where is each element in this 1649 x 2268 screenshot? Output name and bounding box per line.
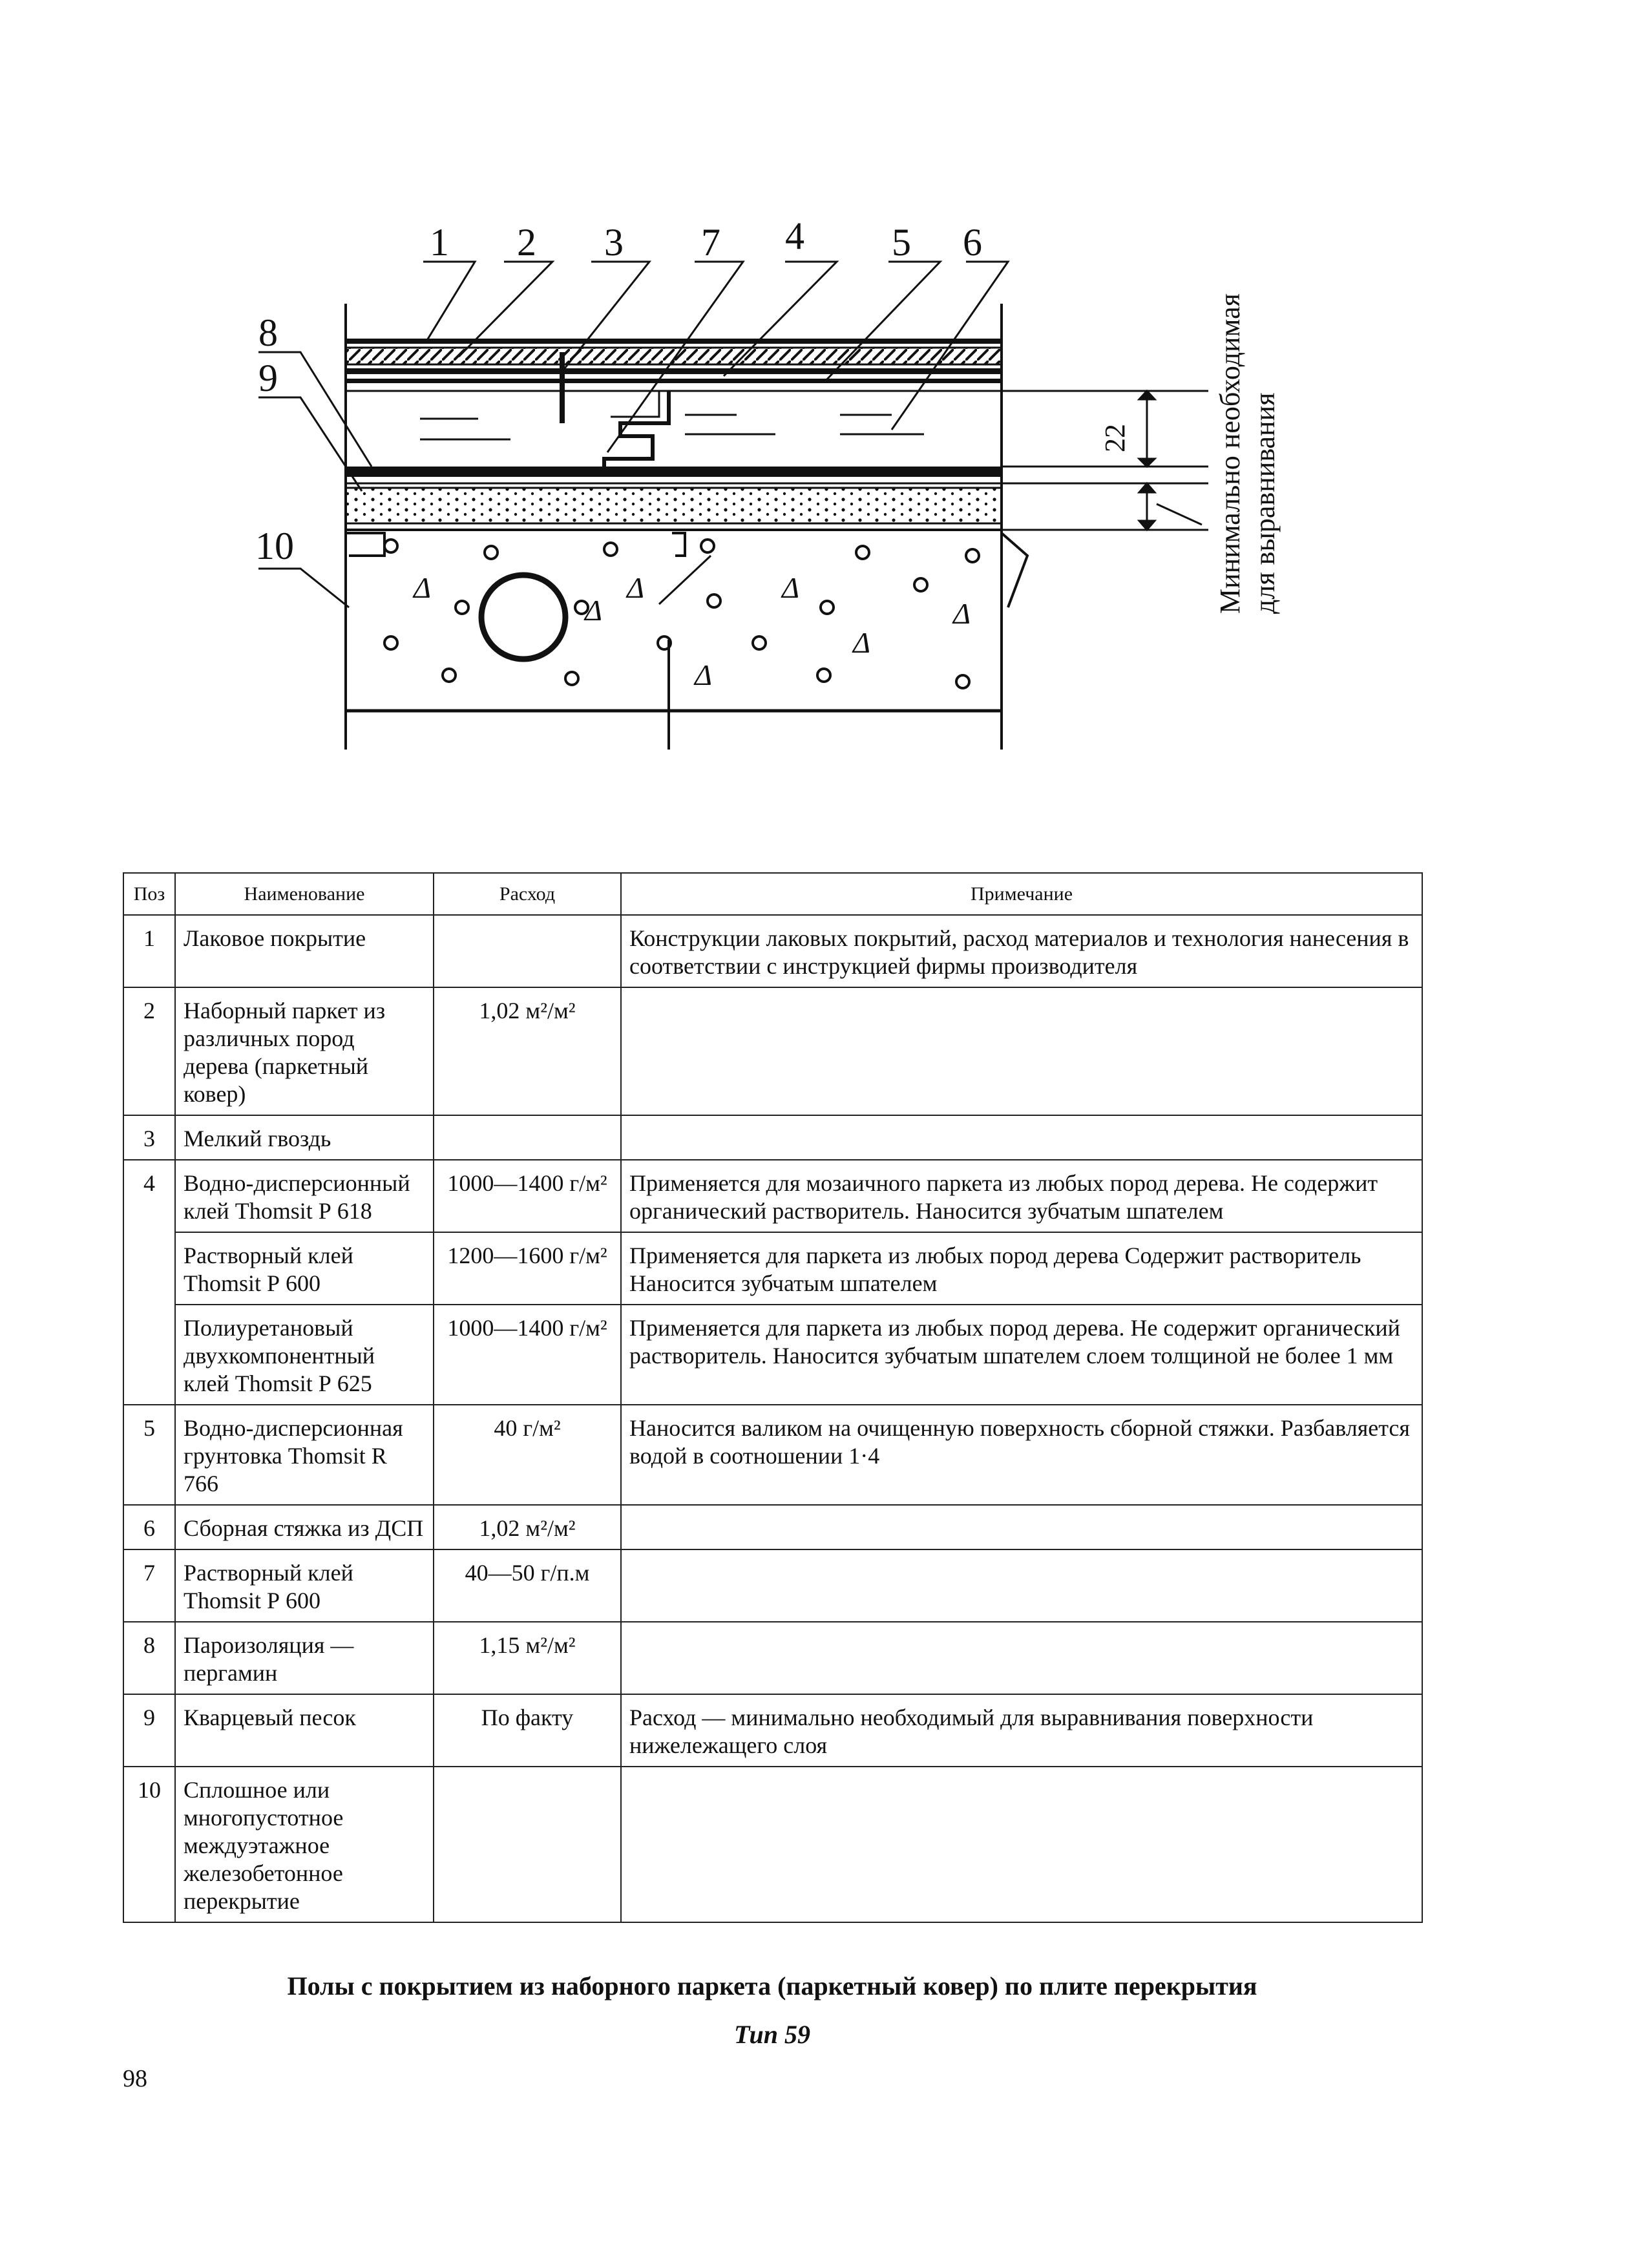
row-pos: 6 <box>123 1505 175 1549</box>
row-note <box>621 1505 1422 1549</box>
svg-text:Δ: Δ <box>585 594 602 627</box>
side-label-line1: Минимально необходимая <box>1214 293 1246 614</box>
callout-8: 8 <box>258 311 278 354</box>
row-rate: 1,02 м²/м² <box>434 987 621 1115</box>
callout-9: 9 <box>258 357 278 399</box>
table-row <box>123 1405 1422 1505</box>
table-row <box>123 1160 1422 1232</box>
row-rate: 40 г/м² <box>434 1405 621 1505</box>
callout-1: 1 <box>430 221 449 264</box>
row-name: Наборный паркет из различных пород дерева (паркетный ковер) <box>175 987 434 1115</box>
callout-5: 5 <box>892 221 911 264</box>
callout-7: 7 <box>701 221 720 264</box>
row-pos: 4 <box>123 1160 175 1232</box>
svg-text:Δ: Δ <box>414 571 431 604</box>
page-caption-title: Полы с покрытием из наборного паркета (паркетный ковер) по плите перекрытия <box>287 1971 1257 2000</box>
row-name: Кварцевый песок <box>175 1694 434 1767</box>
callout-6: 6 <box>963 221 982 264</box>
row-note <box>621 1549 1422 1622</box>
callout-10: 10 <box>255 525 294 567</box>
row-pos: 10 <box>123 1767 175 1922</box>
row-note <box>621 1115 1422 1160</box>
table-row <box>123 1305 1422 1405</box>
row-rate: 1000—1400 г/м² <box>434 1305 621 1405</box>
sand-layer <box>346 488 1002 530</box>
vapor-barrier-layer <box>346 467 1002 483</box>
table-row <box>123 1694 1422 1767</box>
row-pos: 5 <box>123 1405 175 1505</box>
row-pos: 2 <box>123 987 175 1115</box>
row-name: Растворный клей Thomsit Р 600 <box>175 1232 434 1305</box>
specification-table <box>123 872 1423 1923</box>
row-name: Лаковое покрытие <box>175 915 434 987</box>
header-name: Наименование <box>175 873 434 915</box>
svg-text:Δ: Δ <box>695 658 712 691</box>
varnish-layer <box>346 339 1002 344</box>
row-rate: По факту <box>434 1694 621 1767</box>
header-note: Примечание <box>621 873 1422 915</box>
svg-text:Δ: Δ <box>627 571 644 604</box>
table-row <box>123 1622 1422 1694</box>
dimension-value: 22 <box>1099 424 1131 452</box>
row-pos: 7 <box>123 1549 175 1622</box>
row-note: Применяется для паркета из любых пород дерева Содержит растворитель Наносится зубчатым шпателем <box>621 1232 1422 1305</box>
table-row <box>123 987 1422 1115</box>
row-name: Растворный клей Thomsit Р 600 <box>175 1549 434 1622</box>
row-note <box>621 1767 1422 1922</box>
row-pos: 3 <box>123 1115 175 1160</box>
svg-text:Δ: Δ <box>782 571 799 604</box>
table-row <box>123 1505 1422 1549</box>
svg-text:Δ: Δ <box>853 626 870 659</box>
row-note: Конструкции лаковых покрытий, расход материалов и технология нанесения в соответствии с инструкцией фирмы производителя <box>621 915 1422 987</box>
side-label-line2: для выравнивания <box>1249 392 1281 614</box>
row-note: Наносится валиком на очищенную поверхность сборной стяжки. Разбавляется водой в соотношении 1·4 <box>621 1405 1422 1505</box>
callout-4: 4 <box>785 215 804 257</box>
callout-2: 2 <box>517 221 536 264</box>
row-name: Мелкий гвоздь <box>175 1115 434 1160</box>
row-note: Применяется для паркета из любых пород дерева. Не содержит органический растворитель. Наносится зубчатым шпателем слоем толщиной не более 1 мм <box>621 1305 1422 1405</box>
table-header-row <box>123 873 1422 915</box>
row-name: Сборная стяжка из ДСП <box>175 1505 434 1549</box>
table-row <box>123 1115 1422 1160</box>
page-caption-type: Тип 59 <box>734 2020 810 2049</box>
callout-3: 3 <box>604 221 624 264</box>
row-name: Водно-дисперсионная грунтовка Thomsit R 766 <box>175 1405 434 1505</box>
parquet-layer <box>346 348 1002 364</box>
row-name: Водно-дисперсионный клей Thomsit Р 618 <box>175 1160 434 1232</box>
row-note <box>621 1622 1422 1694</box>
row-rate <box>434 1115 621 1160</box>
header-pos: Поз <box>123 873 175 915</box>
row-note <box>621 987 1422 1115</box>
adhesive-layer <box>346 368 1002 383</box>
row-rate: 1,02 м²/м² <box>434 1505 621 1549</box>
row-rate: 40—50 г/п.м <box>434 1549 621 1622</box>
svg-text:Δ: Δ <box>953 597 971 630</box>
floor-section-diagram <box>0 0 1649 808</box>
table-row <box>123 1232 1422 1305</box>
table-row <box>123 1549 1422 1622</box>
row-rate <box>434 915 621 987</box>
row-note: Расход — минимально необходимый для выравнивания поверхности нижележащего слоя <box>621 1694 1422 1767</box>
row-note: Применяется для мозаичного паркета из любых пород дерева. Не содержит органический растворитель. Наносится зубчатым шпателем <box>621 1160 1422 1232</box>
table-row <box>123 1767 1422 1922</box>
row-name: Полиуретановый двухкомпонентный клей Thomsit Р 625 <box>175 1305 434 1405</box>
header-rate: Расход <box>434 873 621 915</box>
row-pos: 9 <box>123 1694 175 1767</box>
row-rate: 1000—1400 г/м² <box>434 1160 621 1232</box>
row-pos: 8 <box>123 1622 175 1694</box>
row-name: Сплошное или многопустотное междуэтажное железобетонное перекрытие <box>175 1767 434 1922</box>
table-row <box>123 915 1422 987</box>
row-pos <box>123 1232 175 1305</box>
row-name: Пароизоляция — пергамин <box>175 1622 434 1694</box>
dimension-marker <box>1002 391 1208 530</box>
row-rate: 1200—1600 г/м² <box>434 1232 621 1305</box>
row-pos <box>123 1305 175 1405</box>
page-number: 98 <box>123 2065 147 2092</box>
row-pos: 1 <box>123 915 175 987</box>
row-rate <box>434 1767 621 1922</box>
row-rate: 1,15 м²/м² <box>434 1622 621 1694</box>
concrete-slab <box>346 533 1027 711</box>
